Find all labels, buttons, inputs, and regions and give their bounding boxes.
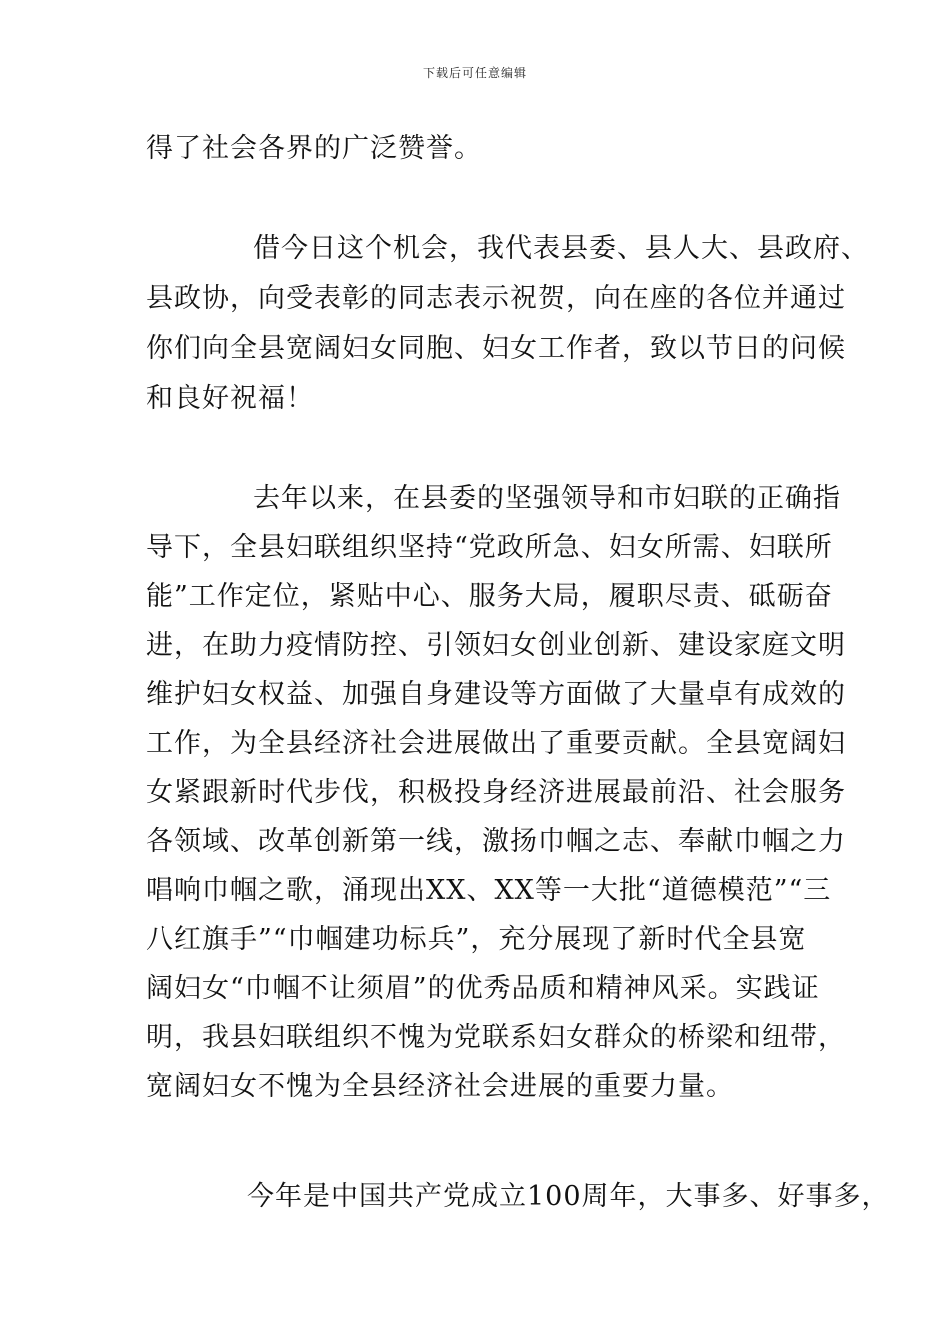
text-line: 你们向全县宽阔妇女同胞、妇女工作者，致以节日的问候 xyxy=(146,333,846,364)
text-line: 进，在助力疫情防控、引领妇女创业创新、建设家庭文明 xyxy=(146,630,846,661)
page-header: 下载后可任意编辑 xyxy=(422,66,527,80)
text-line: 女紧跟新时代步伐，积极投身经济进展最前沿、社会服务 xyxy=(146,777,846,808)
text-line: 和良好祝福！ xyxy=(146,383,314,414)
text-line: 借今日这个机会，我代表县委、县人大、县政府、 xyxy=(253,233,869,264)
text-line: 各领域、改革创新第一线，激扬巾帼之志、奉献巾帼之力 xyxy=(146,826,846,857)
text-line: 工作，为全县经济社会进展做出了重要贡献。全县宽阔妇 xyxy=(146,728,846,759)
text-line: 县政协，向受表彰的同志表示祝贺，向在座的各位并通过 xyxy=(146,283,846,314)
text-line: 能”工作定位，紧贴中心、服务大局，履职尽责、砥砺奋 xyxy=(146,581,833,612)
text-line: 明，我县妇联组织不愧为党联系妇女群众的桥梁和纽带， xyxy=(146,1022,846,1053)
text-line: 维护妇女权益、加强自身建设等方面做了大量卓有成效的 xyxy=(146,679,846,710)
text-line: 导下，全县妇联组织坚持“党政所急、妇女所需、妇联所 xyxy=(146,532,833,563)
text-line: 八红旗手”“巾帼建功标兵”，充分展现了新时代全县宽 xyxy=(146,924,807,955)
text-line: 宽阔妇女不愧为全县经济社会进展的重要力量。 xyxy=(146,1071,734,1102)
text-line: 唱响巾帼之歌，涌现出XX、XX等一大批“道德模范”“三 xyxy=(146,875,832,906)
text-line: 去年以来，在县委的坚强领导和市妇联的正确指 xyxy=(253,483,841,514)
text-line: 阔妇女“巾帼不让须眉”的优秀品质和精神风采。实践证 xyxy=(146,973,820,1004)
text-line: 得了社会各界的广泛赞誉。 xyxy=(146,133,482,164)
text-line: 今年是中国共产党成立100周年，大事多、好事多， xyxy=(247,1181,890,1212)
